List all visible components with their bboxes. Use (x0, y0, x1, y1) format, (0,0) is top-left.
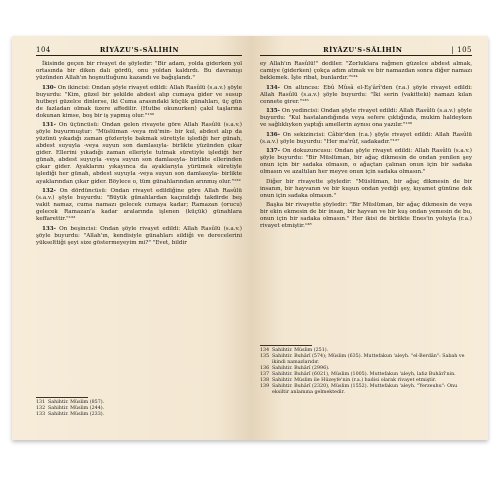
footnote-number: 134 (260, 348, 270, 353)
footnote (260, 384, 472, 396)
footnote-text: Sahihtir. Buhârî (2320), Müslim (1552). Muttefakun 'aleyh. "Yerzeuhu": Onu eksiltir anlamına gelmektedir. (272, 384, 458, 395)
paragraph (260, 85, 472, 106)
footnote-text: Sahihtir. Buhârî (2996). (272, 366, 330, 371)
paragraph-text: On üçüncüsü: Ondan gelen rivayete göre Allah Rasûlü (s.a.v.) şöyle buyurmuştur: "Müslüman -veya mü'min- bir kul, abdest alıp da yüzünü yıkadığı zaman gözleriyle bakmak süretiyle işlediği her günah, abdest suyuyla -veya suyun son damlasıyla- birlikte yüzünden çıkar gider. Ellerini yıkadığı zaman elleriyle tutmak süretiyle işlediği her günah, abdest suyuyla -veya suyun son damlasıyla- birlikte ellerinden çıkar gider. Ayaklarını yıkayınca da ayaklarıyla yürümek süretiyle işlediği her günah, abdest suyuyla -veya suyun son damlasıyla- birlikte ayaklarından çıkar gider. Böylece o, tüm günahlarından arınmış olur."¹³² (36, 122, 242, 185)
footnote-number: 131 (36, 400, 46, 405)
paragraph (36, 85, 242, 120)
left-page (12, 36, 250, 440)
hadith-number: 135- (266, 108, 280, 115)
page-number-right-value: 105 (457, 46, 472, 54)
open-book-spread (12, 36, 488, 440)
paragraph-text: On altıncısı: Ebû Mûsâ el-Eş'ârî'den (r.a.) şöyle rivayet edildi: Allah Rasûlü (s.a.v.) şöyle buyurdu: "İki serin (vakitteki) namazı kılan cennete girer."¹³⁵ (260, 84, 472, 105)
footnote-text: Sahihtir. Buhârî (574); Müslim (635). Muttefakun 'aleyh. "el-Berdân": Sabah ve ikindi namazlarıdır. (272, 354, 465, 365)
hadith-number: 132- (42, 187, 56, 194)
footnote-text: Sahihtir. Müslim (857). (48, 400, 105, 405)
footnote (260, 354, 472, 366)
footnote-number: 137 (260, 372, 270, 377)
paragraph (260, 202, 472, 230)
hadith-number: 137- (266, 148, 280, 155)
paragraph-text: On yedincisi: Ondan şöyle rivayet edildi: Allah Rasûlü (s.a.v.) şöyle buyurdu: "Kul hastalandığında veya sefere çıktığında, mukim haldeyken ve sağlıklıyken yaptığı amellerin aynısı ona yazılır."¹³⁶ (260, 108, 472, 129)
left-footnotes (36, 393, 242, 418)
footnote-separator (36, 397, 88, 398)
running-title-right: RİYÂZU'S-SÂLİHİN (323, 46, 403, 54)
footnote-text: Sahihtir. Buhârî (6021), Müslim (1005). Muttefakun 'aleyh, lafız Buhârî'nin. (272, 372, 456, 377)
hadith-number: 136- (266, 131, 280, 138)
right-footnotes (260, 341, 472, 396)
paragraph-text: ey Allah'ın Rasûlü!" dediler. "Zorluklara rağmen güzelce abdest almak, camiye (giderken) çokça adım atmak ve bir namazdan sonra diğer namazı beklemek. İşte ribat, bunlardır."¹³⁴ (260, 61, 472, 82)
paragraph (36, 226, 242, 247)
paragraph-text: On dokuzuncusu: Ondan şöyle rivayet edildi: Allah Rasûlü (s.a.v.) şöyle buyurdu: "Bir Müslüman, bir ağaç dikmesin de ondan yenilen şey onun için bir sadaka olmasın, o ağaçtan çalınan onun için bir sadaka olmasın ve azaltılan her meyve onun için sadaka olmasın." (260, 148, 472, 176)
paragraph (260, 179, 472, 200)
paragraph-text: On beşincisi: Ondan şöyle rivayet edildi: Allah Rasûlü (s.a.v.) şöyle buyurdu: "Allah'ın, kendisiyle günahları sildiği ve derecelerini yükselttiği şeyi size göstermeyeyim mi?" "Evet, bildir (36, 225, 242, 246)
left-page-body (36, 61, 242, 247)
paragraph-text: Başka bir rivayette şöyledir: "Bir Müslüman, bir ağaç dikmesin de veya bir ekin ekmesin de bir insan, bir hayvan ve bir kuş ondan yemesin de bu, onun için bir sadaka olmasın." Her ikisi de birlikte Enes'in yoluyla (r.a.) rivayet etmiştir.¹³⁸ (260, 202, 472, 230)
right-page (250, 36, 488, 440)
page-number-left: 104 (36, 46, 51, 54)
footnote-separator (260, 345, 312, 346)
footnote-number: 139 (260, 384, 270, 389)
running-head-right (260, 46, 472, 56)
hadith-number: 130- (42, 84, 56, 91)
footnote (36, 412, 242, 418)
footnote-number: 133 (36, 412, 46, 417)
paragraph-text: On ikincisi: Ondan şöyle rivayet edildi: Allah Rasûlü (s.a.v.) şöyle buyurdu: "Kim, güzel bir şekilde abdest alıp cumaya gider ve susup hutbeyi güzelce dinlerse, iki Cuma arasındaki küçük günahları, üç gün de fazladan olmak üzere affedilir. (Hutbe okunurken) çakıl taşlarına dokunan kimse, boş bir iş yapmış olur."¹³⁰ (36, 84, 242, 119)
paragraph-text: Diğer bir rivayette şöyledir: "Müslüman, bir ağaç dikmesin de bir insanın, bir hayvanın ve bir kuşun ondan yediği şey, kıyamet gününe dek onun için sadaka olmasın." (260, 178, 472, 199)
footnote-number: 136 (260, 366, 270, 371)
paragraph (36, 61, 242, 82)
footnote-text: Sahihtir. Müslim (251). (272, 348, 329, 353)
paragraph (36, 122, 242, 185)
hadith-number: 134- (266, 84, 280, 91)
footnote-number: 132 (36, 406, 46, 411)
paragraph (260, 148, 472, 176)
hadith-number: 133- (42, 225, 56, 232)
hadith-number: 131- (42, 122, 56, 129)
running-title-left: RİYÂZU'S-SÂLİHİN (99, 46, 180, 54)
paragraph (260, 132, 472, 146)
page-number-right: | 105 (451, 46, 472, 54)
running-head-left (36, 46, 242, 56)
paragraph (260, 108, 472, 129)
right-page-body (260, 61, 472, 230)
paragraph (260, 61, 472, 82)
footnote-text: Sahihtir. Müslim ile Hüzeyfe'nin (r.a.) hadisi olarak rivayet etmiştir. (272, 378, 437, 383)
paragraph (36, 188, 242, 223)
footnote-text: Sahihtir. Müslim (233). (48, 412, 105, 417)
footnote-number: 138 (260, 378, 270, 383)
footnote-number: 135 (260, 354, 270, 359)
footnote-text: Sahihtir. Müslim (244). (48, 406, 105, 411)
paragraph-text: On sekizincisi: Câbir'den (r.a.) şöyle rivayet edildi: Allah Rasûlü (s.a.v.) şöyle buyurdu: "Her ma'rûf, sadakadır."¹³⁷ (260, 131, 472, 145)
paragraph-text: İkisinde geçen bir rivayet de şöyledir: "Bir adam, yolda giderken yol ortasında bir diken dalı gördü, onu yoldan kaldırdı. Bu davranışı yüzünden Allah'ın hoşnutluğunu kazandı ve bağışlandı." (36, 61, 242, 82)
paragraph-text: On dördüncüsü: Ondan rivayet edildiğine göre Allah Rasûlü (s.a.v.) şöyle buyurdu: "Büyük günahlardan kaçınıldığı takdirde beş vakit namaz, cuma namazı gelecek cumaya kadar; Ramazan (orucu) gelecek Ramazan'a kadar aralarında işlenen (küçük) günahlara keffarettir."¹³³ (36, 187, 242, 223)
